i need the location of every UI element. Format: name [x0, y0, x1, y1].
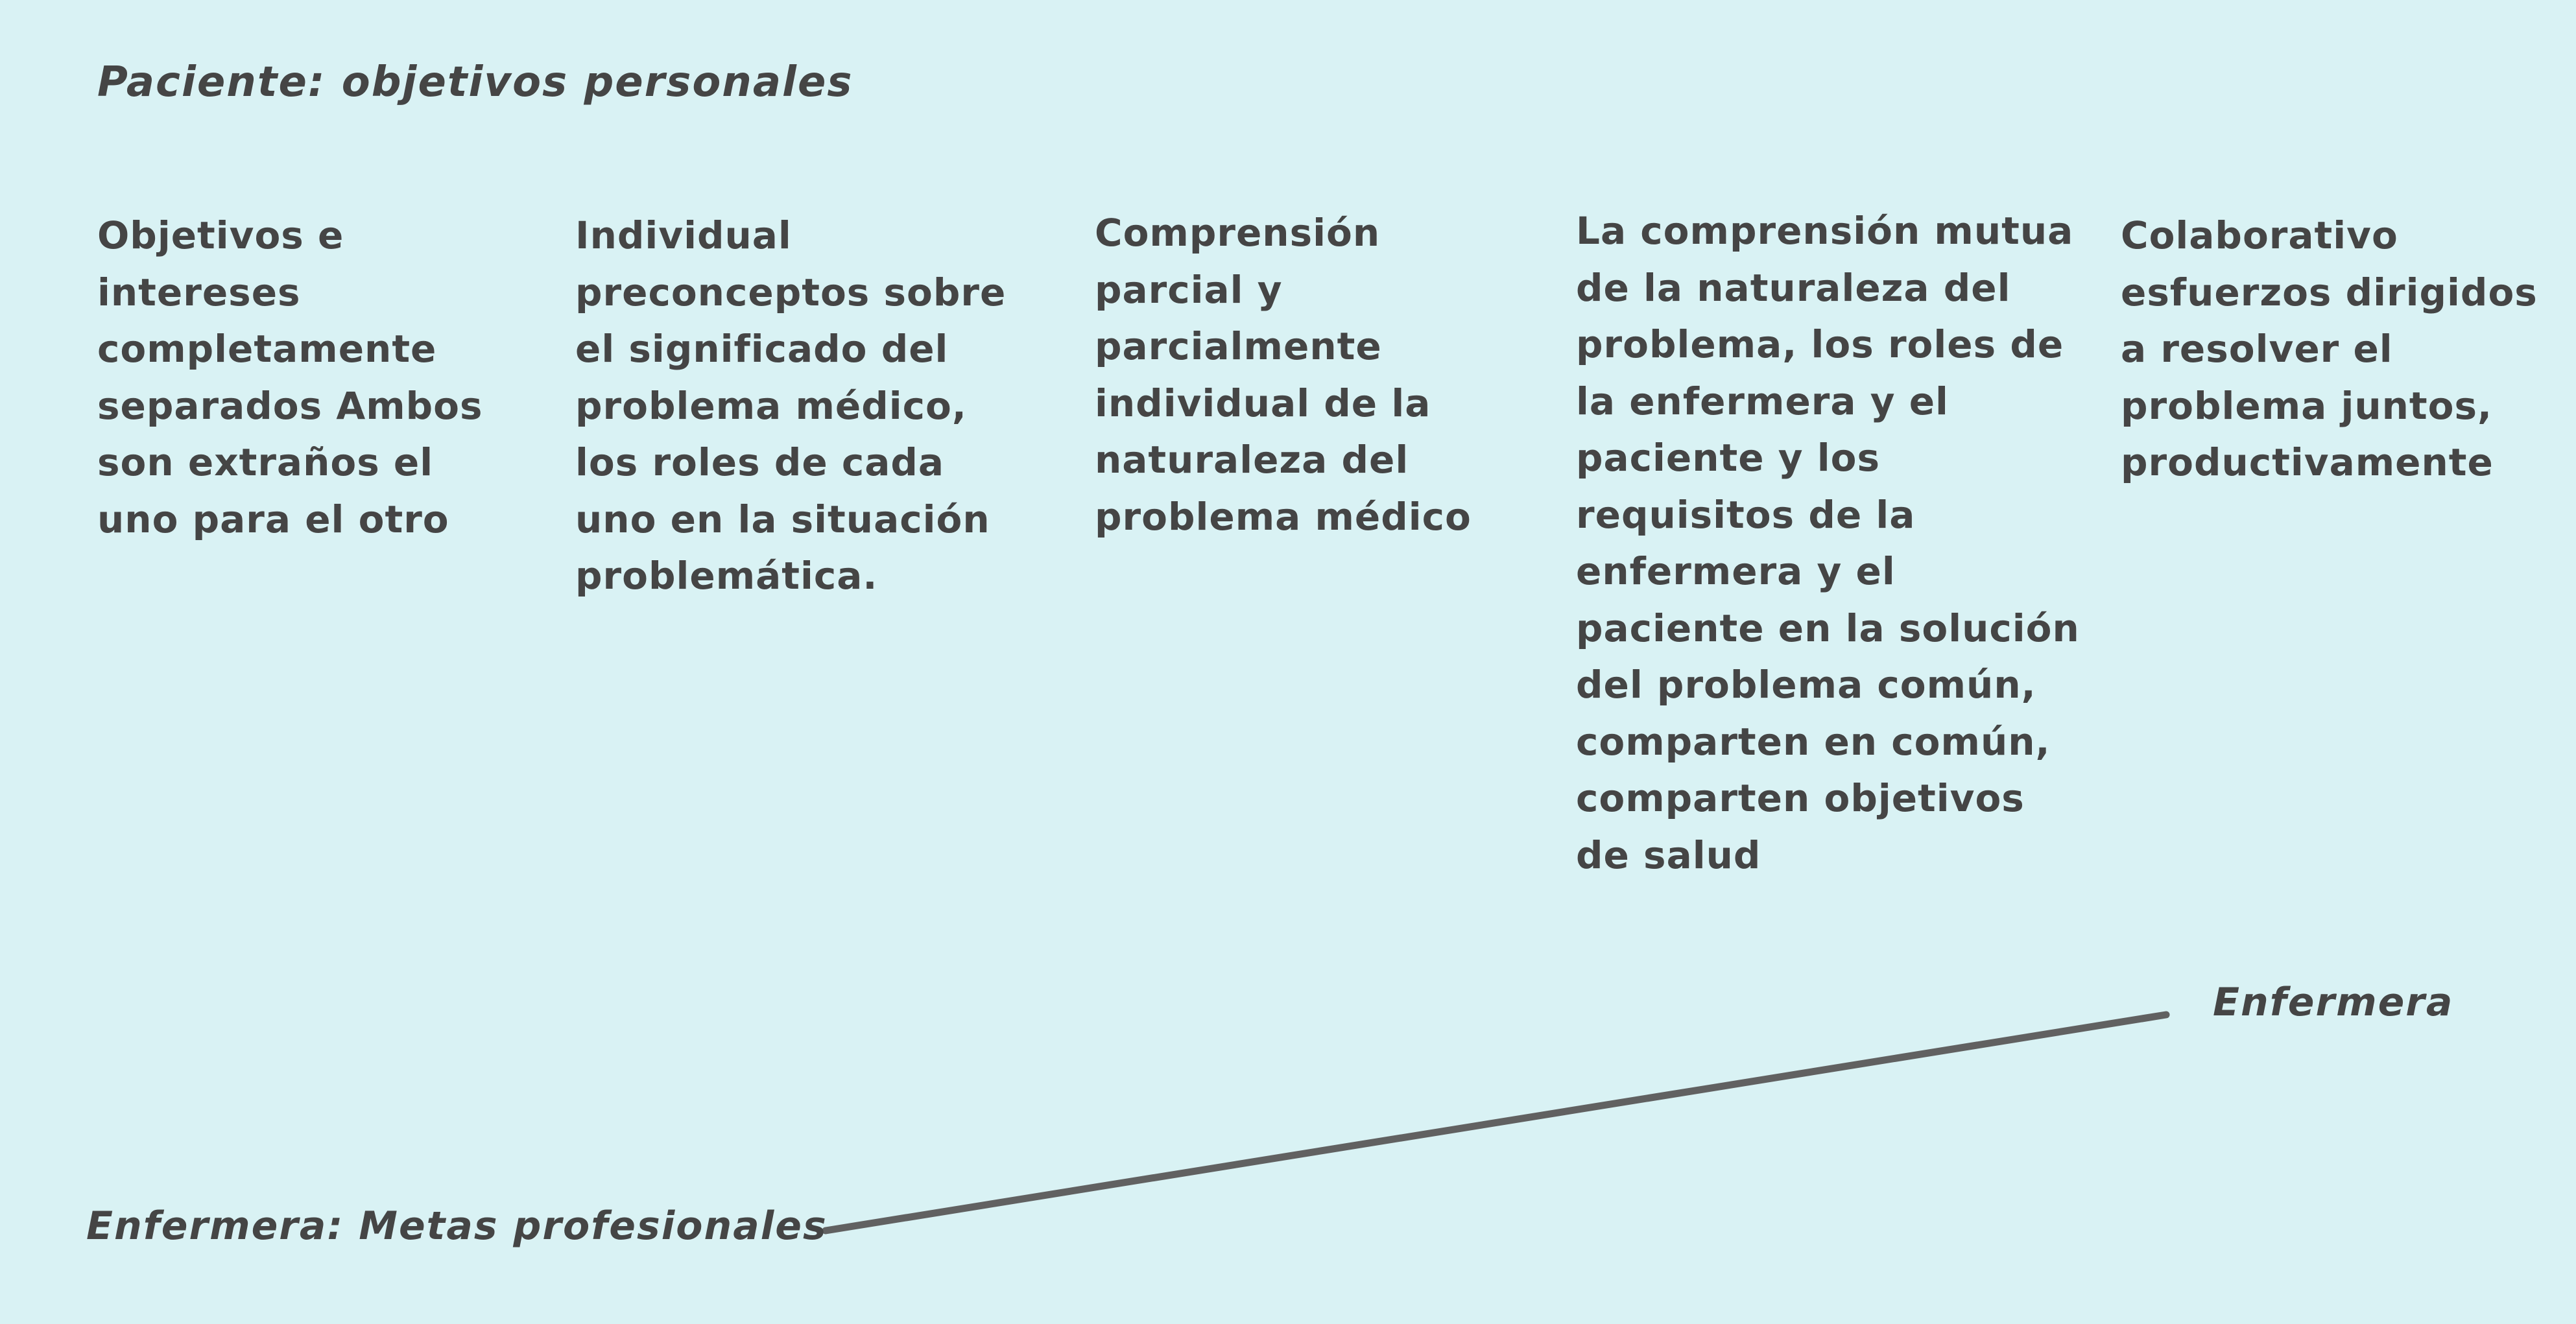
- stage-4-text: La comprensión mutua de la naturaleza del problema, los roles de la enfermera y el paciente y los requisitos de la enfermera y el paciente en la solución del problema común, comparten en común, comparten objetivos de salud: [1576, 209, 2080, 877]
- nurse-goals-title: Enfermera: Metas profesionales: [86, 1203, 828, 1249]
- nurse-end-label: Enfermera: [2213, 980, 2454, 1025]
- patient-goals-title: Paciente: objetivos personales: [97, 58, 853, 106]
- stage-3-text: Comprensión parcial y parcialmente individual de la naturaleza del problema médico: [1095, 211, 1472, 539]
- nurse-patient-progress-line: [826, 1015, 2166, 1231]
- stage-1-text: Objetivos e intereses completamente separados Ambos son extraños el uno para el otro: [97, 213, 483, 541]
- stage-2-text: Individual preconceptos sobre el significado del problema médico, los roles de cada uno en la situación problemática.: [575, 213, 1007, 598]
- stage-5-text: Colaborativo esfuerzos dirigidos a resolver el problema juntos, productivamente: [2121, 213, 2538, 484]
